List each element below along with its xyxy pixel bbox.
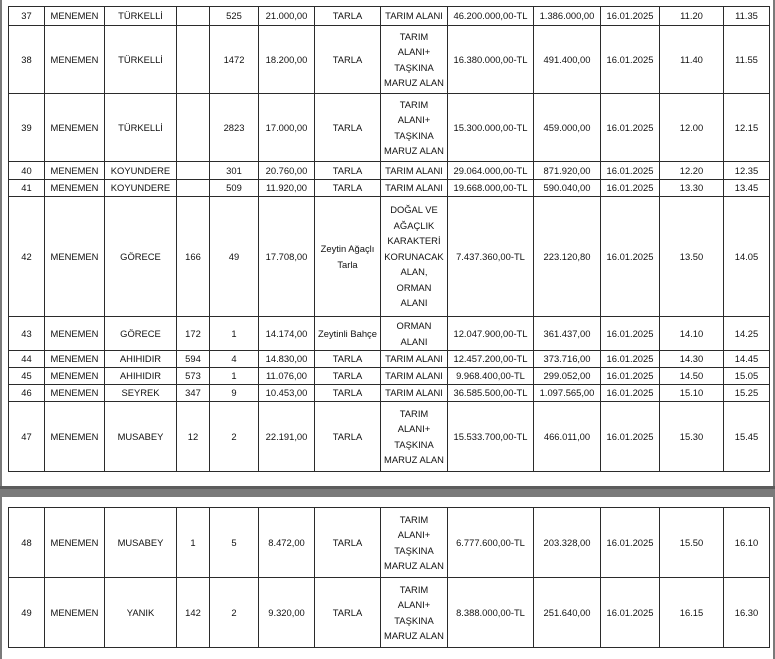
auction-table-page-1 — [8, 6, 770, 472]
parcel-number-cell: 1 — [210, 317, 259, 351]
area-cell: 22.191,00 — [259, 402, 315, 472]
district-cell: MENEMEN — [45, 197, 105, 317]
auction-date-cell: 16.01.2025 — [601, 180, 660, 197]
district-cell: MENEMEN — [45, 7, 105, 26]
row-number-cell: 38 — [9, 26, 45, 94]
deposit-cell: 491.400,00 — [534, 26, 601, 94]
area-cell: 9.320,00 — [259, 578, 315, 648]
parcel-number-cell: 2 — [210, 578, 259, 648]
deposit-cell: 361.437,00 — [534, 317, 601, 351]
zoning-cell: TARIM ALANI — [381, 7, 448, 26]
district-cell: MENEMEN — [45, 508, 105, 578]
land-type-cell: TARLA — [315, 180, 381, 197]
block-number-cell: 1 — [177, 508, 210, 578]
table-row — [9, 351, 770, 368]
zoning-cell: TARIM ALANI — [381, 162, 448, 180]
end-time-cell: 11.55 — [724, 26, 770, 94]
row-number-cell: 40 — [9, 162, 45, 180]
area-cell: 17.000,00 — [259, 94, 315, 162]
start-time-cell: 13.30 — [660, 180, 724, 197]
row-number-cell: 47 — [9, 402, 45, 472]
deposit-cell: 223.120,80 — [534, 197, 601, 317]
auction-date-cell: 16.01.2025 — [601, 402, 660, 472]
end-time-cell: 13.45 — [724, 180, 770, 197]
table-row — [9, 162, 770, 180]
start-time-cell: 15.30 — [660, 402, 724, 472]
area-cell: 14.174,00 — [259, 317, 315, 351]
row-number-cell: 45 — [9, 368, 45, 385]
table-row — [9, 180, 770, 197]
estimated-value-cell: 29.064.000,00-TL — [448, 162, 534, 180]
table-row — [9, 578, 770, 648]
auction-date-cell: 16.01.2025 — [601, 94, 660, 162]
land-type-cell: TARLA — [315, 368, 381, 385]
parcel-number-cell: 1 — [210, 368, 259, 385]
block-number-cell: 172 — [177, 317, 210, 351]
land-type-cell: TARLA — [315, 351, 381, 368]
district-cell: MENEMEN — [45, 317, 105, 351]
start-time-cell: 14.50 — [660, 368, 724, 385]
deposit-cell: 203.328,00 — [534, 508, 601, 578]
district-cell: MENEMEN — [45, 351, 105, 368]
end-time-cell: 15.45 — [724, 402, 770, 472]
land-type-cell: TARLA — [315, 385, 381, 402]
land-type-cell: Zeytinli Bahçe — [315, 317, 381, 351]
block-number-cell: 594 — [177, 351, 210, 368]
deposit-cell: 251.640,00 — [534, 578, 601, 648]
start-time-cell: 13.50 — [660, 197, 724, 317]
block-number-cell — [177, 26, 210, 94]
land-type-cell: TARLA — [315, 94, 381, 162]
auction-date-cell: 16.01.2025 — [601, 351, 660, 368]
estimated-value-cell: 12.457.200,00-TL — [448, 351, 534, 368]
auction-date-cell: 16.01.2025 — [601, 578, 660, 648]
district-cell: MENEMEN — [45, 94, 105, 162]
deposit-cell: 1.386.000,00 — [534, 7, 601, 26]
land-type-cell: TARLA — [315, 508, 381, 578]
row-number-cell: 42 — [9, 197, 45, 317]
document-page-1 — [2, 0, 773, 486]
estimated-value-cell: 9.968.400,00-TL — [448, 368, 534, 385]
zoning-cell: TARIM ALANI — [381, 385, 448, 402]
parcel-number-cell: 525 — [210, 7, 259, 26]
end-time-cell: 11.35 — [724, 7, 770, 26]
estimated-value-cell: 16.380.000,00-TL — [448, 26, 534, 94]
auction-date-cell: 16.01.2025 — [601, 197, 660, 317]
neighborhood-cell: GÖRECE — [105, 317, 177, 351]
estimated-value-cell: 36.585.500,00-TL — [448, 385, 534, 402]
row-number-cell: 43 — [9, 317, 45, 351]
parcel-number-cell: 9 — [210, 385, 259, 402]
block-number-cell: 142 — [177, 578, 210, 648]
district-cell: MENEMEN — [45, 26, 105, 94]
zoning-cell: TARIM ALANI+ TAŞKINA MARUZ ALAN — [381, 578, 448, 648]
deposit-cell: 373.716,00 — [534, 351, 601, 368]
parcel-number-cell: 49 — [210, 197, 259, 317]
estimated-value-cell: 7.437.360,00-TL — [448, 197, 534, 317]
start-time-cell: 16.15 — [660, 578, 724, 648]
table-row — [9, 368, 770, 385]
start-time-cell: 15.50 — [660, 508, 724, 578]
table-row — [9, 385, 770, 402]
auction-date-cell: 16.01.2025 — [601, 26, 660, 94]
neighborhood-cell: TÜRKELLİ — [105, 26, 177, 94]
area-cell: 10.453,00 — [259, 385, 315, 402]
deposit-cell: 871.920,00 — [534, 162, 601, 180]
block-number-cell — [177, 94, 210, 162]
district-cell: MENEMEN — [45, 385, 105, 402]
neighborhood-cell: KOYUNDERE — [105, 162, 177, 180]
area-cell: 8.472,00 — [259, 508, 315, 578]
zoning-cell: TARIM ALANI — [381, 368, 448, 385]
end-time-cell: 14.05 — [724, 197, 770, 317]
block-number-cell: 347 — [177, 385, 210, 402]
auction-date-cell: 16.01.2025 — [601, 317, 660, 351]
estimated-value-cell: 46.200.000,00-TL — [448, 7, 534, 26]
neighborhood-cell: KOYUNDERE — [105, 180, 177, 197]
row-number-cell: 49 — [9, 578, 45, 648]
end-time-cell: 16.30 — [724, 578, 770, 648]
estimated-value-cell: 6.777.600,00-TL — [448, 508, 534, 578]
parcel-number-cell: 4 — [210, 351, 259, 368]
table-body — [9, 508, 770, 648]
neighborhood-cell: TÜRKELLİ — [105, 7, 177, 26]
neighborhood-cell: SEYREK — [105, 385, 177, 402]
area-cell: 11.076,00 — [259, 368, 315, 385]
deposit-cell: 590.040,00 — [534, 180, 601, 197]
end-time-cell: 16.10 — [724, 508, 770, 578]
end-time-cell: 14.45 — [724, 351, 770, 368]
auction-date-cell: 16.01.2025 — [601, 7, 660, 26]
neighborhood-cell: AHIHIDIR — [105, 351, 177, 368]
deposit-cell: 1.097.565,00 — [534, 385, 601, 402]
zoning-cell: DOĞAL VE AĞAÇLIK KARAKTERİ KORUNACAK ALAN, ORMAN ALANI — [381, 197, 448, 317]
neighborhood-cell: GÖRECE — [105, 197, 177, 317]
area-cell: 11.920,00 — [259, 180, 315, 197]
neighborhood-cell: MUSABEY — [105, 402, 177, 472]
table-row — [9, 317, 770, 351]
parcel-number-cell: 301 — [210, 162, 259, 180]
start-time-cell: 12.00 — [660, 94, 724, 162]
zoning-cell: TARIM ALANI+ TAŞKINA MARUZ ALAN — [381, 402, 448, 472]
area-cell: 17.708,00 — [259, 197, 315, 317]
document-page-2 — [2, 497, 773, 659]
end-time-cell: 14.25 — [724, 317, 770, 351]
start-time-cell: 14.30 — [660, 351, 724, 368]
land-type-cell: TARLA — [315, 578, 381, 648]
district-cell: MENEMEN — [45, 578, 105, 648]
deposit-cell: 459.000,00 — [534, 94, 601, 162]
parcel-number-cell: 5 — [210, 508, 259, 578]
district-cell: MENEMEN — [45, 180, 105, 197]
district-cell: MENEMEN — [45, 402, 105, 472]
block-number-cell — [177, 180, 210, 197]
start-time-cell: 14.10 — [660, 317, 724, 351]
block-number-cell: 573 — [177, 368, 210, 385]
land-type-cell: Zeytin Ağaçlı Tarla — [315, 197, 381, 317]
auction-date-cell: 16.01.2025 — [601, 162, 660, 180]
auction-date-cell: 16.01.2025 — [601, 368, 660, 385]
area-cell: 14.830,00 — [259, 351, 315, 368]
block-number-cell: 12 — [177, 402, 210, 472]
zoning-cell: TARIM ALANI+ TAŞKINA MARUZ ALAN — [381, 94, 448, 162]
zoning-cell: TARIM ALANI+ TAŞKINA MARUZ ALAN — [381, 508, 448, 578]
auction-table-page-2 — [8, 507, 770, 648]
estimated-value-cell: 19.668.000,00-TL — [448, 180, 534, 197]
parcel-number-cell: 2823 — [210, 94, 259, 162]
parcel-number-cell: 509 — [210, 180, 259, 197]
start-time-cell: 11.20 — [660, 7, 724, 26]
block-number-cell: 166 — [177, 197, 210, 317]
page-gap — [0, 486, 775, 489]
neighborhood-cell: AHIHIDIR — [105, 368, 177, 385]
estimated-value-cell: 15.300.000,00-TL — [448, 94, 534, 162]
table-row — [9, 94, 770, 162]
auction-date-cell: 16.01.2025 — [601, 508, 660, 578]
zoning-cell: TARIM ALANI — [381, 351, 448, 368]
table-row — [9, 402, 770, 472]
row-number-cell: 39 — [9, 94, 45, 162]
deposit-cell: 299.052,00 — [534, 368, 601, 385]
estimated-value-cell: 12.047.900,00-TL — [448, 317, 534, 351]
neighborhood-cell: MUSABEY — [105, 508, 177, 578]
parcel-number-cell: 1472 — [210, 26, 259, 94]
deposit-cell: 466.011,00 — [534, 402, 601, 472]
land-type-cell: TARLA — [315, 7, 381, 26]
area-cell: 21.000,00 — [259, 7, 315, 26]
row-number-cell: 44 — [9, 351, 45, 368]
table-row — [9, 26, 770, 94]
area-cell: 18.200,00 — [259, 26, 315, 94]
table-row — [9, 508, 770, 578]
row-number-cell: 41 — [9, 180, 45, 197]
land-type-cell: TARLA — [315, 26, 381, 94]
end-time-cell: 15.25 — [724, 385, 770, 402]
land-type-cell: TARLA — [315, 162, 381, 180]
district-cell: MENEMEN — [45, 162, 105, 180]
estimated-value-cell: 8.388.000,00-TL — [448, 578, 534, 648]
zoning-cell: TARIM ALANI+ TAŞKINA MARUZ ALAN — [381, 26, 448, 94]
end-time-cell: 15.05 — [724, 368, 770, 385]
start-time-cell: 12.20 — [660, 162, 724, 180]
table-body — [9, 7, 770, 472]
row-number-cell: 37 — [9, 7, 45, 26]
district-cell: MENEMEN — [45, 368, 105, 385]
area-cell: 20.760,00 — [259, 162, 315, 180]
block-number-cell — [177, 7, 210, 26]
neighborhood-cell: YANIK — [105, 578, 177, 648]
start-time-cell: 11.40 — [660, 26, 724, 94]
end-time-cell: 12.15 — [724, 94, 770, 162]
zoning-cell: ORMAN ALANI — [381, 317, 448, 351]
row-number-cell: 46 — [9, 385, 45, 402]
parcel-number-cell: 2 — [210, 402, 259, 472]
table-row — [9, 7, 770, 26]
start-time-cell: 15.10 — [660, 385, 724, 402]
estimated-value-cell: 15.533.700,00-TL — [448, 402, 534, 472]
neighborhood-cell: TÜRKELLİ — [105, 94, 177, 162]
auction-date-cell: 16.01.2025 — [601, 385, 660, 402]
land-type-cell: TARLA — [315, 402, 381, 472]
end-time-cell: 12.35 — [724, 162, 770, 180]
zoning-cell: TARIM ALANI — [381, 180, 448, 197]
block-number-cell — [177, 162, 210, 180]
row-number-cell: 48 — [9, 508, 45, 578]
table-row — [9, 197, 770, 317]
